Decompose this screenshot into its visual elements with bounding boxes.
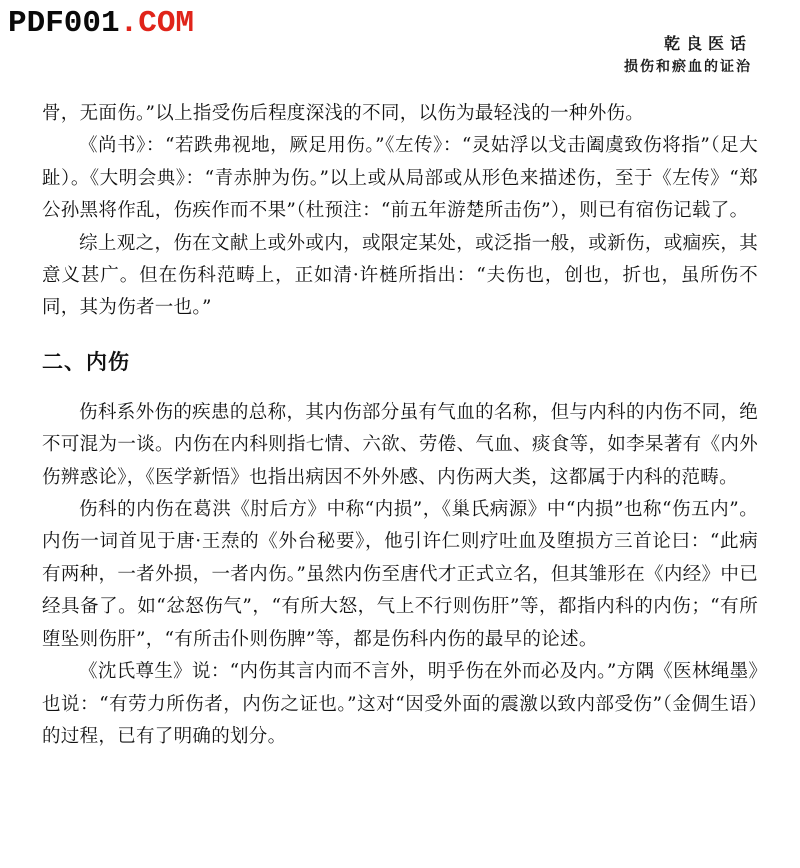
watermark-prefix: PDF001	[8, 6, 120, 41]
paragraph: 《沈氏尊生》说：“内伤其言内而不言外，明乎伤在外而必及内。”方隅《医林绳墨》也说：“有劳力所伤者，内伤之证也。”这对“因受外面的震激以致内部受伤”（金倜生语）的过程，已有了明确的划分。	[42, 661, 758, 747]
page-body	[42, 98, 758, 753]
section-heading: 二、内伤	[42, 349, 130, 374]
chapter-title: 损伤和瘀血的证治	[624, 59, 752, 75]
watermark-suffix: .COM	[119, 6, 195, 41]
paragraph-continued: 骨，无面伤。”以上指受伤后程度深浅的不同，以伤为最轻浅的一种外伤。	[42, 103, 645, 124]
paragraph: 伤科系外伤的疾患的总称，其内伤部分虽有气血的名称，但与内科的内伤不同，绝不可混为一谈。内伤在内科则指七情、六欲、劳倦、气血、痰食等，如李杲著有《内外伤辨惑论》，《医学新悟》也指出病因不外外感、内伤两大类，这都属于内科的范畴。	[42, 401, 758, 488]
paragraph: 《尚书》：“若跌弗视地，厥足用伤。”《左传》：“灵姑浮以戈击阖虞致伤将指”（足大趾）。《大明会典》：“青赤肿为伤。”以上或从局部或从形色来描述伤，至于《左传》“郑公孙黑将作乱，伤疾作而不果”（杜预注：“前五年游楚所击伤”），则已有宿伤记载了。	[42, 135, 758, 222]
paragraph: 伤科的内伤在葛洪《肘后方》中称“内损”，《巢氏病源》中“内损”也称“伤五内”。内伤一词首见于唐·王焘的《外台秘要》，他引许仁则疗吐血及堕损方三首论曰：“此病有两种，一者外损，一者内伤。”虽然内伤至唐代才正式立名，但其雏形在《内经》中已经具备了。如“忿怒伤气”，“有所大怒，气上不行则伤肝”等，都指内科的内伤；“有所堕坠则伤肝”，“有所击仆则伤脾”等，都是伤科内伤的最早的论述。	[42, 499, 758, 650]
running-header	[624, 32, 752, 78]
book-title: 乾良医话	[663, 34, 752, 53]
paragraph: 综上观之，伤在文献上或外或内，或限定某处，或泛指一般，或新伤，或痼疾，其意义甚广。但在伤科范畴上，正如清·许梿所指出：“夫伤也，创也，折也，虽所伤不同，其为伤者一也。”	[42, 232, 758, 319]
watermark-logo	[8, 4, 194, 44]
